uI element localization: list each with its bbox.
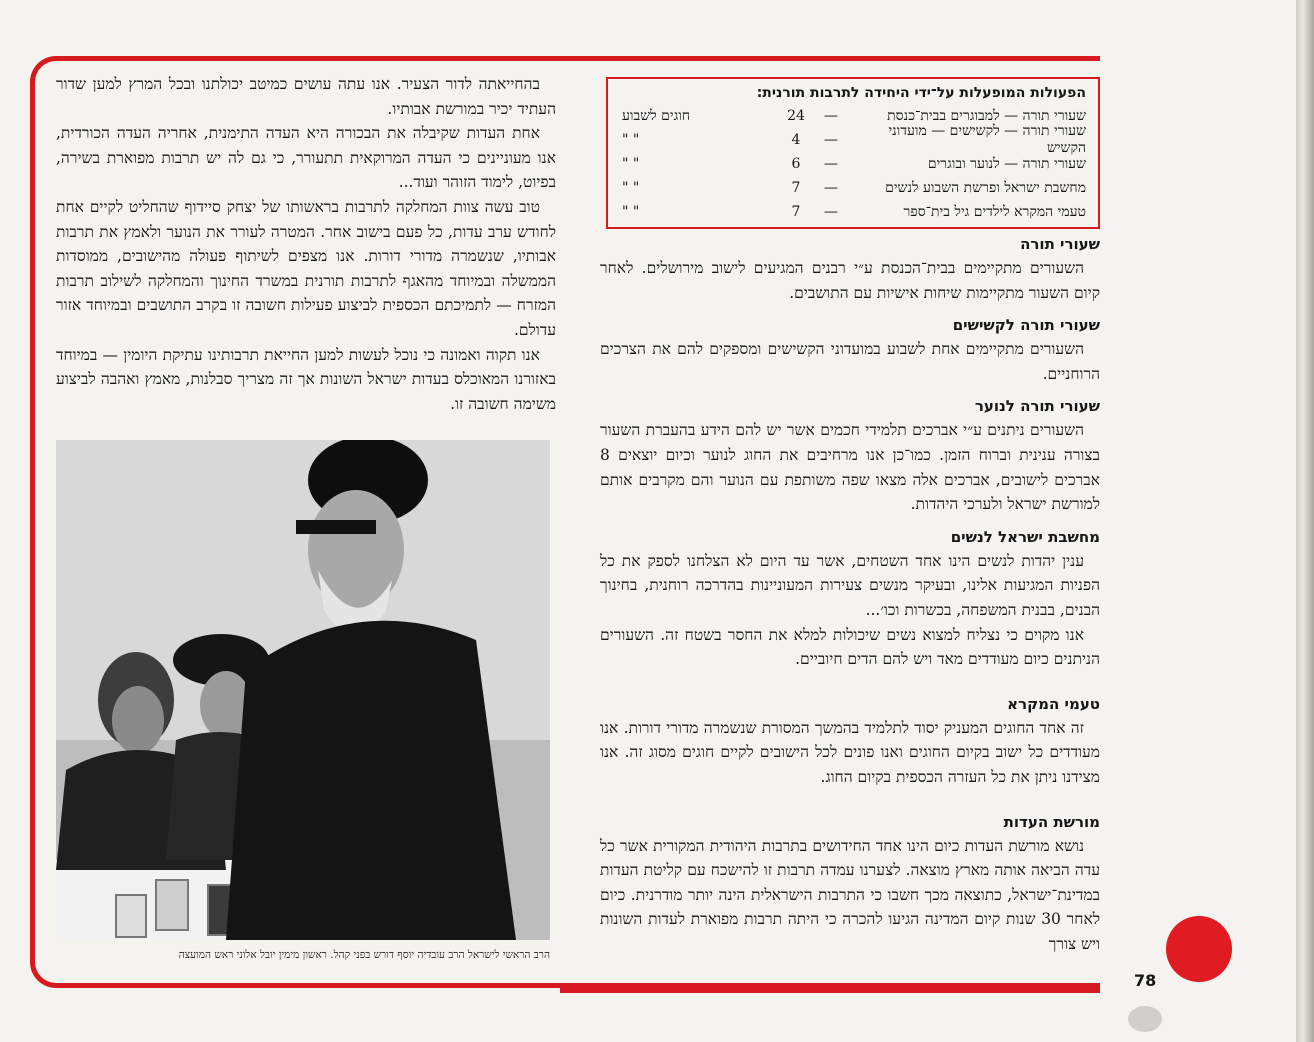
- left-paragraph: בהחייאתה לדור הצעיר. אנו עתה עושים כמיטב יכולתנו ובכל המרץ למען שדור העתיד יכיר במורשת אבותיו.: [56, 75, 556, 118]
- activity-count: 24: [787, 108, 805, 124]
- activity-dash: —: [824, 132, 838, 148]
- activity-dash: —: [824, 156, 838, 172]
- photo: [56, 440, 550, 940]
- activity-dash: —: [824, 204, 838, 220]
- activity-name: שעורי תורה — לנוער ובוגרים: [927, 155, 1086, 172]
- section: [600, 810, 1100, 957]
- page-blot: [1128, 1006, 1162, 1032]
- activity-row: [622, 176, 1086, 200]
- activity-dash: —: [824, 108, 838, 124]
- section-title: טעמי המקרא: [1007, 694, 1100, 713]
- activity-row: [622, 152, 1086, 176]
- section-title: מורשת העדות: [1003, 812, 1100, 831]
- section: [600, 525, 1100, 672]
- activity-count: 7: [791, 180, 801, 196]
- activities-box: [606, 77, 1100, 229]
- page-number: 78: [1134, 971, 1157, 990]
- section: [600, 394, 1100, 516]
- photo-caption: הרב הראשי לישראל הרב עובדיה יוסף דורש בפני קהל. ראשון מימין יובל אלוני ראש המועצה: [178, 949, 550, 961]
- activity-count: 7: [791, 204, 801, 220]
- activity-name: מחשבת ישראל ופרשת השבוע לנשים: [885, 179, 1086, 196]
- activity-row: [622, 123, 1086, 156]
- activity-dash: —: [824, 180, 838, 196]
- left-paragraph: טוב עשה צוות המחלקה לתרבות בראשותו של יצחק סיידוף שהחליט לקיים אחת לחודש ערב עדות, כל פעם בישוב אחר. המטרה לעורר את הנוער ולאמץ את תרבות אבותיו, שנשמרה מדורי דורות. אנו מצפים לשיתוף פעולה מהישובים, ממוסדות הממשלה ובמיוחד מהאגף לתרבות תורנית במשרד החינוך והמחלקה לשילוב תרבות המזרח — לתמיכתם הכספית לביצוע פעילות חשובה זו בקרב התושבים ובמיוחד אזור עדולם.: [56, 197, 556, 339]
- section-paragraph: זה אחד החוגים המעניק יסוד לתלמיד בהמשך המסורת שנשמרה מדורי דורות. אנו מעודדים כל ישוב בקיום החוגים ואנו פונים לכל הישובים לקיים חוגים מסוג זה. אנו מצידנו ניתן את כל העזרה הכספית בקיום החוג.: [600, 718, 1100, 786]
- activity-count: 4: [791, 132, 801, 148]
- activity-unit: " ": [622, 180, 640, 196]
- activity-count: 6: [791, 156, 801, 172]
- section-paragraph: השעורים מתקיימים אחת לשבוע במועדוני הקשישים ומספקים להם את הצרכים הרוחניים.: [600, 340, 1100, 383]
- bottom-rule: [560, 988, 1100, 993]
- section-title: מחשבת ישראל לנשים: [950, 527, 1100, 546]
- left-column: [56, 72, 556, 416]
- section: [600, 692, 1100, 790]
- publisher-logo: [1166, 916, 1232, 982]
- activity-unit: " ": [622, 156, 640, 172]
- activity-name: שעורי תורה — למבוגרים בבית־כנסת: [887, 107, 1086, 124]
- section-paragraph: ענין יהדות לנשים הינו אחד השטחים, אשר עד היום לא הצלחנו לספק את כל הפניות המגיעות אלינו, ובעיקר מנשים צעירות המעוניינות בהדרכה רוחנית, בחינוך הבנים, בבנית המשפחה, בכשרות וכו׳...: [600, 551, 1100, 619]
- section-paragraph: השעורים מתקיימים בבית־הכנסת ע״י רבנים המגיעים לישוב מירושלים. לאחר קיום השעור מתקיימות שיחות אישיות עם התושבים.: [600, 259, 1100, 302]
- activity-unit: " ": [622, 204, 640, 220]
- activities-title: הפעולות המופעלות על־ידי היחידה לתרבות תורנית:: [756, 85, 1086, 101]
- section: [600, 313, 1100, 386]
- activity-name: שעורי תורה — לקשישים — מועדוני הקשיש: [888, 123, 1086, 156]
- section-paragraph: נושא מורשת העדות כיום הינו אחד החידושים בתרבות היהודית המקורית אשר כל עדה הביאה אותה מארץ מוצאה. לצערנו עמדה תרבות זו להישכח עם קליטת העדות במדינת־ישראל, כתוצאה מכך חשבו כי התרבות הישראלית הינה יותר מודרנית. כיום לאחר 30 שנות קיום המדינה הגיעו להכרה כי היתה תרבות מפוארת לעדות השונות ויש צורך: [600, 836, 1101, 953]
- activity-name: טעמי המקרא לילדים גיל בית־ספר: [903, 203, 1086, 220]
- activity-row: [622, 200, 1086, 224]
- right-column: [600, 232, 1100, 964]
- section-title: שעורי תורה לנוער: [974, 397, 1100, 416]
- section-paragraph: השעורים ניתנים ע״י אברכים תלמידי חכמים אשר יש להם הידע בהעברת השעור בצורה ענינית וברוח הזמן. כמו־כן אנו מרחיבים את החוג לנוער וכיום יוצאים 8 אברכים לישובים, אברכים אלה מצאו שפה משותפת עם הנוער והם מקרבים אותם למורשת ישראל ולערכי היהדות.: [600, 421, 1100, 514]
- section-title: שעורי תורה לקשישים: [952, 316, 1100, 335]
- photo-illustration: [56, 440, 550, 940]
- left-paragraph: אנו תקוה ואמונה כי נוכל לעשות למען החייאת תרבותינו עתיקת היומין — במיוחד באזורנו המאוכלס בעדות ישראל השונות אך זה מצריך סבלנות, מאמץ ואהבה לביצוע משימה חשובה זו.: [56, 345, 556, 413]
- section-title: שעורי תורה: [1020, 235, 1100, 253]
- page-edge: [1296, 0, 1314, 1042]
- activity-unit: " ": [622, 132, 640, 148]
- activity-unit: חוגים לשבוע: [622, 107, 691, 124]
- section: [600, 232, 1100, 305]
- section-paragraph: אנו מקוים כי נצליח למצוא נשים שיכולות למלא את החסר בשטח זה. השעורים הניתנים כיום מעודדים מאד ויש להם הדים חיוביים.: [600, 625, 1100, 669]
- left-paragraph: אחת העדות שקיבלה את הבכורה היא העדה התימנית, אחריה העדה הכורדית, אנו מעוניינים כי העדה המרוקאית תתעורר, כי גם לה יש תרבות מפוארת בשירה, בפיוט, לימוד הזוהר ועוד...: [56, 124, 556, 192]
